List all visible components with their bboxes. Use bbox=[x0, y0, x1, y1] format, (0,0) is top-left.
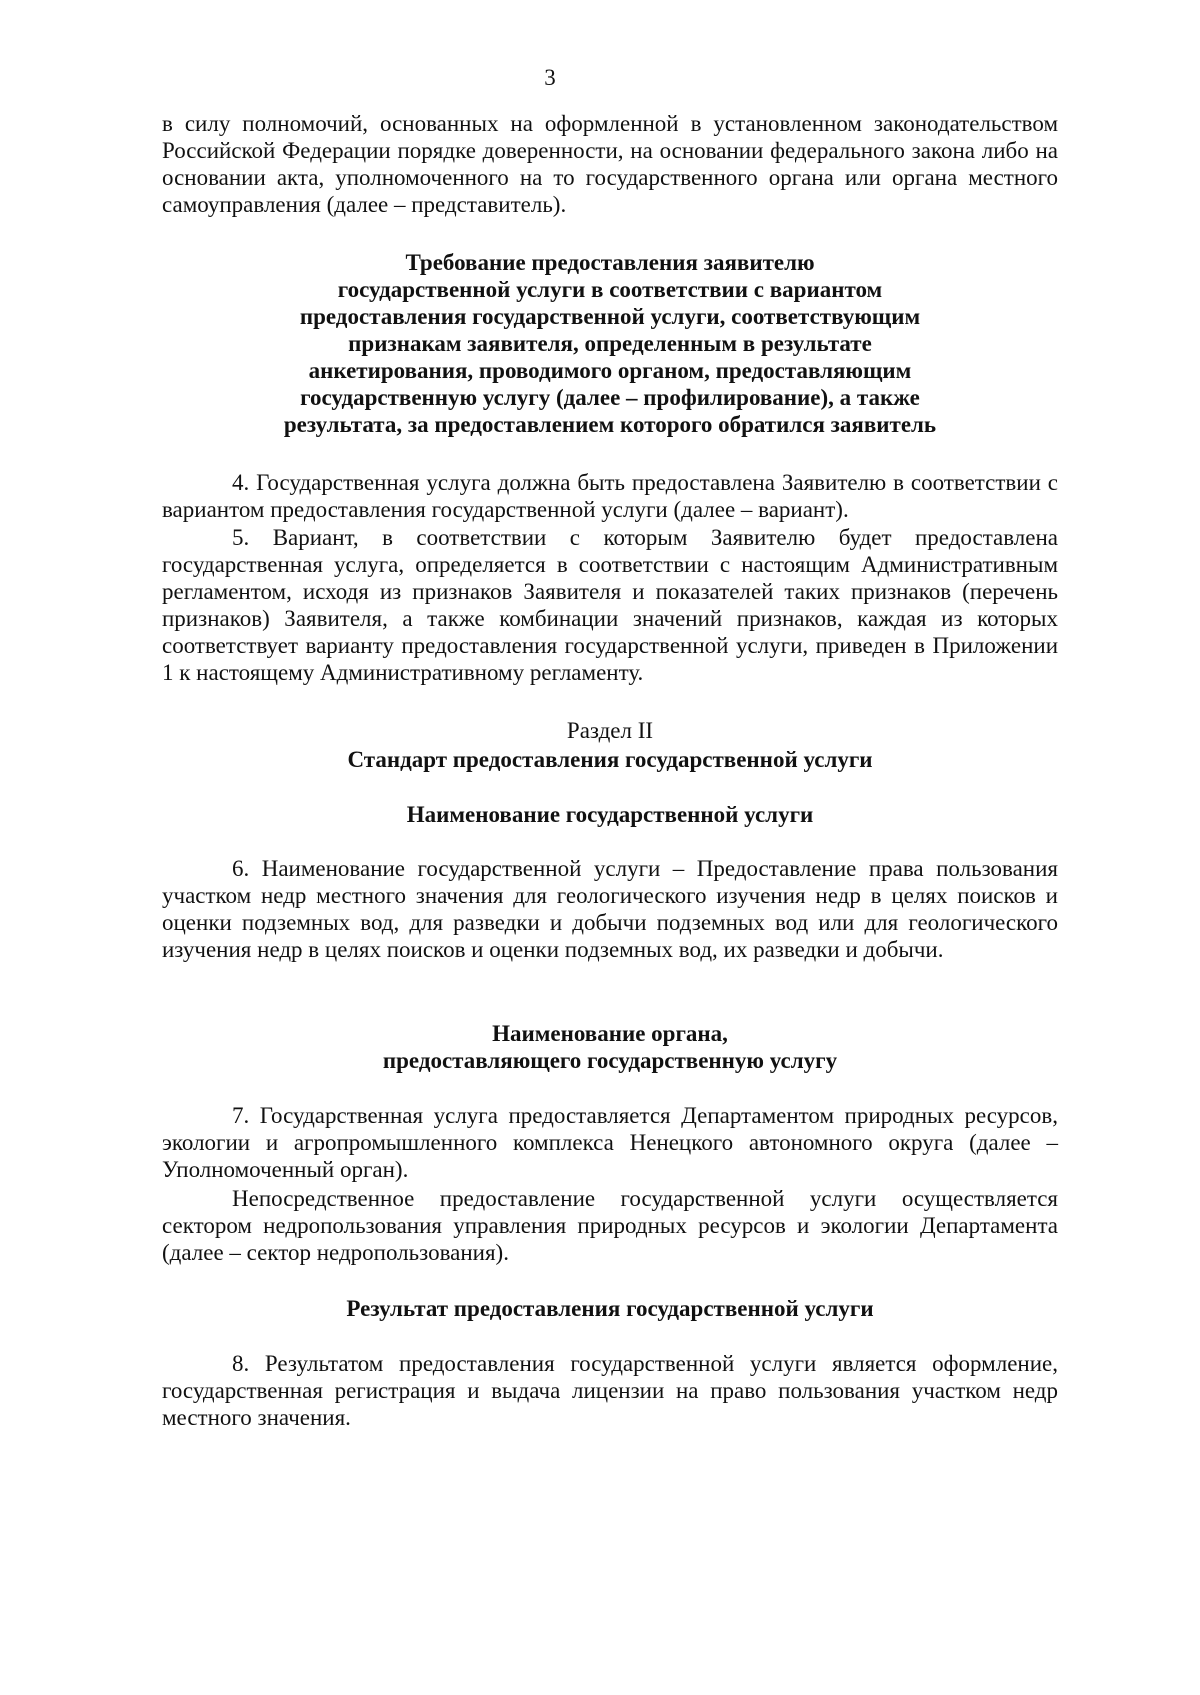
heading-profiling-line: государственную услугу (далее – профилирование), а также bbox=[300, 385, 920, 410]
heading-profiling bbox=[162, 249, 1058, 438]
intro-paragraph: в силу полномочий, основанных на оформленной в установленном законодательством Российской Федерации порядке доверенности, на основании федерального закона либо на основании акта, уполномоченного на то государственного органа или органа местного самоуправления (далее – представитель). bbox=[162, 111, 1058, 217]
paragraph-4: 4. Государственная услуга должна быть предоставлена Заявителю в соответствии с вариантом предоставления государственной услуги (далее – вариант). bbox=[162, 470, 1058, 522]
section-title: Стандарт предоставления государственной услуги bbox=[347, 747, 873, 772]
heading-authority bbox=[162, 1020, 1058, 1074]
section-label: Раздел II bbox=[566, 718, 654, 743]
heading-service-name: Наименование государственной услуги bbox=[406, 802, 814, 827]
heading-authority-line: Наименование органа, bbox=[492, 1021, 728, 1046]
paragraph-7-continued: Непосредственное предоставление государственной услуги осуществляется сектором недропользования управления природных ресурсов и экологии Департамента (далее – сектор недропользования). bbox=[162, 1186, 1058, 1265]
heading-profiling-line: результата, за предоставлением которого обратился заявитель bbox=[283, 412, 937, 437]
paragraph-6: 6. Наименование государственной услуги – Предоставление права пользования участком недр местного значения для геологического изучения недр в целях поисков и оценки подземных вод, для разведки и добычи подземных вод или для геологического изучения недр в целях поисков и оценки подземных вод, их разведки и добычи. bbox=[162, 856, 1058, 962]
page-number: 3 bbox=[544, 65, 556, 90]
heading-profiling-line: предоставления государственной услуги, соответствующим bbox=[299, 304, 921, 329]
paragraph-7: 7. Государственная услуга предоставляется Департаментом природных ресурсов, экологии и агропромышленного комплекса Ненецкого автономного округа (далее – Уполномоченный орган). bbox=[162, 1103, 1058, 1182]
paragraph-5: 5. Вариант, в соответствии с которым Заявителю будет предоставлена государственная услуга, определяется в соответствии с настоящим Административным регламентом, исходя из признаков Заявителя и показателей таких признаков (перечень признаков) Заявителя, а также комбинации значений признаков, каждая из которых соответствует варианту предоставления государственной услуги, приведен в Приложении 1 к настоящему Административному регламенту. bbox=[162, 525, 1058, 685]
heading-authority-line: предоставляющего государственную услугу bbox=[382, 1048, 838, 1073]
heading-profiling-line: анкетирования, проводимого органом, предоставляющим bbox=[308, 358, 912, 383]
heading-profiling-line: Требование предоставления заявителю bbox=[405, 250, 815, 275]
heading-profiling-line: государственной услуги в соответствии с вариантом bbox=[337, 277, 883, 302]
heading-profiling-line: признакам заявителя, определенным в результате bbox=[348, 331, 872, 356]
heading-result: Результат предоставления государственной услуги bbox=[346, 1296, 874, 1321]
paragraph-8: 8. Результатом предоставления государственной услуги является оформление, государственная регистрация и выдача лицензии на право пользования участком недр местного значения. bbox=[162, 1351, 1058, 1430]
